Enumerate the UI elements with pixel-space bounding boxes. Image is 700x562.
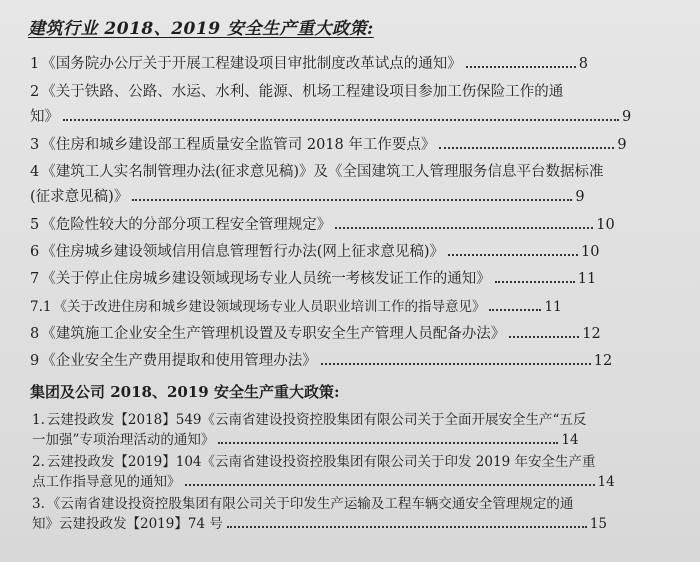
section2-heading: 集团及公司 2018、2019 安全生产重大政策: (30, 383, 340, 401)
group-entry-3-page: 15 (589, 516, 608, 532)
toc-entry-4: 4 《建筑工人实名制管理办法(征求意见稿)》及《全国建筑工人管理服务信息平台数据标准 (30, 164, 604, 180)
toc-entry-7-title: 《关于停止住房城乡建设领域现场专业人员统一考核发证工作的通知》 (41, 271, 491, 287)
toc-entry-7-1-page: 11 (544, 299, 562, 315)
toc-entry-9-page: 12 (593, 353, 613, 369)
group-entry-3-cont: 知》云建投政发【2019】74 号 15 (32, 516, 608, 532)
toc-entry-1-title: 《国务院办公厅关于开展工程建设项目审批制度改革试点的通知》 (41, 56, 462, 72)
group-entry-1-page: 14 (561, 432, 579, 448)
toc-entry-8-page: 12 (582, 326, 601, 342)
toc-entry-1-page: 8 (578, 56, 588, 72)
toc-entry-5-title: 《危险性较大的分部分项工程安全管理规定》 (41, 217, 332, 233)
group-entry-1: 1. 云建投政发【2018】549《云南省建设投资控股集团有限公司关于全面开展安全生产“五反 (32, 412, 587, 428)
toc-entry-2: 2 《关于铁路、公路、水运、水利、能源、机场工程建设项目参加工伤保险工作的通 (30, 84, 564, 100)
group-entry-2-page: 14 (597, 474, 615, 490)
toc-entry-9-title: 《企业安全生产费用提取和使用管理办法》 (41, 353, 317, 369)
group-entry-2-title: 云建投政发【2019】104《云南省建设投资控股集团有限公司关于印发 2019 年安全生产重 (46, 454, 596, 470)
group-entry-3: 3. 《云南省建设投资控股集团有限公司关于印发生产运输及工程车辆交通安全管理规定的通 (32, 496, 574, 512)
toc-entry-4-cont: (征求意见稿)》 9 (30, 189, 585, 205)
group-entry-2: 2. 云建投政发【2019】104《云南省建设投资控股集团有限公司关于印发 2019 年安全生产重 (32, 454, 596, 470)
toc-entry-6-page: 10 (581, 244, 600, 260)
toc-entry-3-title: 《住房和城乡建设部工程质量安全监管司 2018 年工作要点》 (41, 137, 436, 153)
toc-entry-7-1-title: 《关于改进住房和城乡建设领域现场专业人员职业培训工作的指导意见》 (53, 299, 486, 315)
toc-entry-6-title: 《住房城乡建设领域信用信息管理暂行办法(网上征求意见稿)》 (41, 244, 445, 260)
toc-entry-3-page: 9 (617, 137, 627, 153)
toc-entry-7: 7 《关于停止住房城乡建设领域现场专业人员统一考核发证工作的通知》 11 (30, 271, 597, 287)
toc-entry-5: 5 《危险性较大的分部分项工程安全管理规定》 10 (30, 217, 615, 233)
toc-entry-4-title: 《建筑工人实名制管理办法(征求意见稿)》及《全国建筑工人管理服务信息平台数据标准 (41, 164, 604, 180)
toc-entry-1: 1 《国务院办公厅关于开展工程建设项目审批制度改革试点的通知》 8 (30, 56, 588, 72)
toc-entry-9: 9 《企业安全生产费用提取和使用管理办法》 12 (30, 353, 613, 369)
toc-entry-4-page: 9 (575, 189, 585, 205)
group-entry-1-cont: 一加强”专项治理活动的通知》 14 (32, 432, 579, 448)
toc-entry-8-title: 《建筑施工企业安全生产管理机设置及专职安全生产管理人员配备办法》 (41, 326, 506, 342)
toc-entry-2-cont: 知》 9 (30, 109, 632, 125)
group-entry-3-title: 《云南省建设投资控股集团有限公司关于印发生产运输及工程车辆交通安全管理规定的通 (46, 496, 574, 512)
toc-entry-2-title: 《关于铁路、公路、水运、水利、能源、机场工程建设项目参加工伤保险工作的通 (41, 84, 564, 100)
toc-entry-6: 6 《住房城乡建设领域信用信息管理暂行办法(网上征求意见稿)》 10 (30, 244, 600, 260)
toc-entry-7-page: 11 (577, 271, 597, 287)
group-entry-1-title: 云建投政发【2018】549《云南省建设投资控股集团有限公司关于全面开展安全生产“五反 (46, 412, 587, 428)
toc-entry-3: 3 《住房和城乡建设部工程质量安全监管司 2018 年工作要点》 9 (30, 137, 627, 153)
section1-heading: 建筑行业 2018、2019 安全生产重大政策: (28, 19, 374, 39)
toc-entry-5-page: 10 (596, 217, 615, 233)
toc-entry-7-1: 7.1 《关于改进住房和城乡建设领域现场专业人员职业培训工作的指导意见》 11 (30, 299, 562, 315)
toc-entry-8: 8 《建筑施工企业安全生产管理机设置及专职安全生产管理人员配备办法》 12 (30, 326, 601, 342)
group-entry-2-cont: 点工作指导意见的通知》 14 (32, 474, 615, 490)
toc-entry-2-page: 9 (622, 109, 632, 125)
